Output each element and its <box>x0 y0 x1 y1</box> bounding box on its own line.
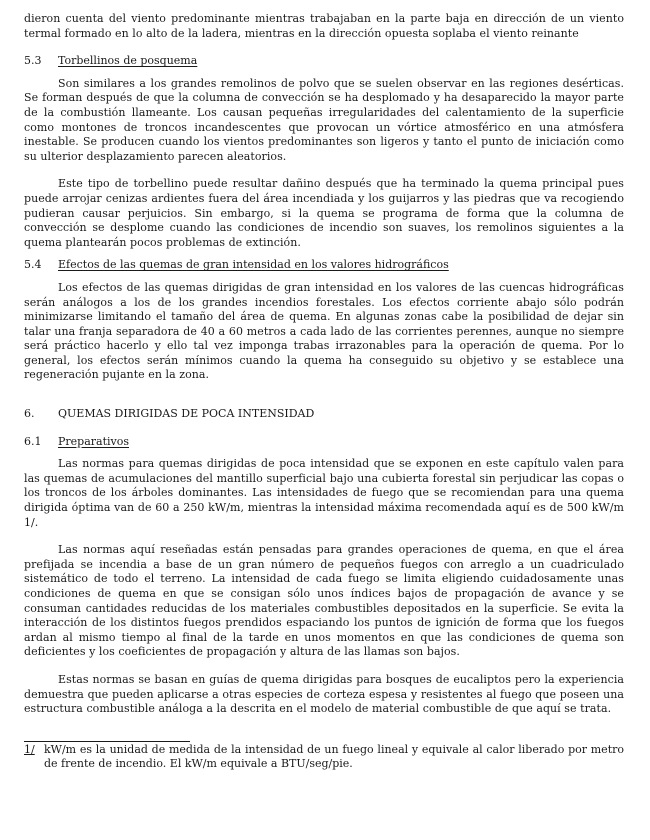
section-number: 6. <box>24 407 35 421</box>
section-5-4-paragraph-1: Los efectos de las quemas dirigidas de gran intensidad en los valores de las cuencas hidrográficas serán análogos a los de los grandes incendios forestales. Los efectos corriente abajo sólo podrán minimizarse limitando el tamaño del área de quema. En algunas zonas cabe la posibilidad de dejar sin talar una franja separadora de 40 a 60 metros a cada lado de las corrientes perennes, aunque no siempre será práctico hacerlo y ello tal vez imponga trabas irrazonables para la operación de quema. Por lo general, los efectos serán mínimos cuando la quema ha conseguido su objetivo y se establece una regeneración pujante en la zona. <box>24 280 624 382</box>
section-5-3-paragraph-2: Este tipo de torbellino puede resultar dañino después que ha terminado la quema principal pues puede arrojar cenizas ardientes fuera del área incendiada y los guijarros y las piedras que va recogiendo pudieran causar perjuicios. Sin embargo, si la quema se programa de forma que la columna de convección se desplome cuando las condiciones de incendio son suaves, los remolinos siguientes a la quema plantearán pocos problemas de extinción. <box>24 177 624 249</box>
section-6-heading <box>24 407 624 422</box>
footnote-divider <box>24 741 190 742</box>
intro-paragraph: dieron cuenta del viento predominante mientras trabajaban en la parte baja en dirección de un viento termal formado en lo alto de la ladera, mientras en la dirección opuesta soplaba el viento reinante <box>24 12 624 40</box>
section-6-1-paragraph-1: Las normas para quemas dirigidas de poca intensidad que se exponen en este capítulo valen para las quemas de acumulaciones del mantillo superficial bajo una cubierta forestal sin perjudicar las copas o los troncos de los árboles dominantes. Las intensidades de fuego que se recomiendan para una quema dirigida óptima van de 60 a 250 kW/m, mientras la intensidad máxima recomendada aquí es de 500 kW/m 1/. <box>24 457 624 529</box>
section-6-1-heading <box>24 435 624 450</box>
section-5-3-heading <box>24 54 624 69</box>
section-number: 5.4 <box>24 258 42 272</box>
footnote-mark: 1/ <box>24 742 35 756</box>
section-6-1-paragraph-3: Estas normas se basan en guías de quema dirigidas para bosques de eucaliptos pero la experiencia demuestra que pueden aplicarse a otras especies de corteza espesa y resistentes al fuego que poseen una estructura combustible análoga a la descrita en el modelo de material combustible de que aquí se trata. <box>24 672 624 716</box>
section-number: 6.1 <box>24 434 42 448</box>
section-title: Efectos de las quemas de gran intensidad en los valores hidrográficos <box>58 258 449 272</box>
footnote-text: kW/m es la unidad de medida de la intensidad de un fuego lineal y equivale al calor liberado por metro de frente de incendio. El kW/m equivale a BTU/seg/pie. <box>44 742 624 771</box>
section-6-1-paragraph-2: Las normas aquí reseñadas están pensadas para grandes operaciones de quema, en que el área prefijada se incendia a base de un gran número de pequeños fuegos con arreglo a un cuadriculado sistemático de todo el terreno. La intensidad de cada fuego se limita eligiendo cuidadosamente unas condiciones de quema en que se consigan sólo unos índices bajos de propagación de avance y se consuman cantidades reducidas de los materiales combustibles depositados en la superficie. Se evita la interacción de los distintos fuegos prendidos espaciando los puntos de ignición de forma que los fuegos ardan al mismo tiempo al final de la tarde en unos momentos en que las condiciones de quema son deficientes y los coeficientes de propagación y altura de las llamas son bajos. <box>24 543 624 659</box>
section-5-4-heading <box>24 258 624 273</box>
footnote <box>24 743 624 772</box>
section-title: Torbellinos de posquema <box>58 54 198 68</box>
section-5-3-paragraph-1: Son similares a los grandes remolinos de polvo que se suelen observar en las regiones desérticas. Se forman después de que la columna de convección se ha desplomado y ha desaparecido la mayor parte de la combustión llameante. Los causan pequeñas irregularidades del calentamiento de la superficie como montones de troncos incandescentes que provocan un vórtice atmosférico en una atmósfera inestable. Se producen cuando los vientos predominantes son ligeros y tanto el punto de iniciación como su ulterior desplazamiento parecen aleatorios. <box>24 76 624 163</box>
document-page <box>24 12 624 772</box>
section-title: QUEMAS DIRIGIDAS DE POCA INTENSIDAD <box>58 407 315 421</box>
section-title: Preparativos <box>58 434 130 448</box>
section-number: 5.3 <box>24 54 42 68</box>
